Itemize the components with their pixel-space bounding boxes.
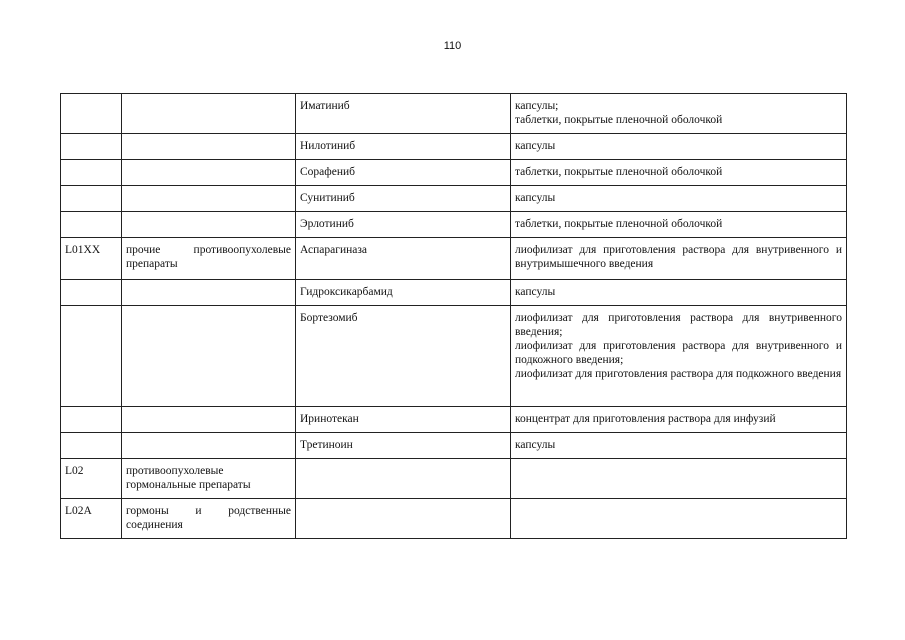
group-name-cell: гормоны и родственные соединения: [122, 499, 296, 539]
drug-name-cell: Эрлотиниб: [296, 212, 511, 238]
drug-name-cell: Иматиниб: [296, 94, 511, 134]
drug-name-cell: Гидроксикарбамид: [296, 280, 511, 306]
dosage-form-cell: [511, 407, 847, 433]
page-number: 110: [443, 40, 462, 52]
dosage-form-cell: [511, 238, 847, 280]
dosage-form-cell: [511, 160, 847, 186]
table-row: [61, 459, 847, 499]
dosage-form-text: капсулы: [515, 439, 556, 451]
table-row: [61, 306, 847, 407]
atc-code-cell: [61, 433, 122, 459]
dosage-form-text: концентрат для приготовления раствора для инфузий: [515, 413, 776, 425]
drug-name-cell: Аспарагиназа: [296, 238, 511, 280]
dosage-form-text: лиофилизат для приготовления раствора для внутривенного и подкожного введения;: [515, 340, 842, 366]
group-name-cell: [122, 134, 296, 160]
drug-name-cell: [296, 459, 511, 499]
drug-name-cell: Бортезомиб: [296, 306, 511, 407]
atc-code-cell: [61, 306, 122, 407]
atc-code-cell: L02A: [61, 499, 122, 539]
dosage-form-cell: [511, 459, 847, 499]
drug-name-cell: Иринотекан: [296, 407, 511, 433]
atc-code-cell: [61, 160, 122, 186]
group-name-cell: [122, 306, 296, 407]
group-name-cell: [122, 433, 296, 459]
drug-name-cell: [296, 499, 511, 539]
dosage-form-cell: [511, 186, 847, 212]
group-name-cell: [122, 160, 296, 186]
drug-name-cell: Сорафениб: [296, 160, 511, 186]
group-name-cell: [122, 94, 296, 134]
table-row: [61, 499, 847, 539]
atc-code-cell: [61, 94, 122, 134]
group-name-cell: [122, 212, 296, 238]
drug-name-cell: Нилотиниб: [296, 134, 511, 160]
table-row: [61, 407, 847, 433]
group-name-cell: прочие противоопухолевые препараты: [122, 238, 296, 280]
group-name-cell: [122, 186, 296, 212]
atc-code-cell: [61, 212, 122, 238]
dosage-form-cell: [511, 212, 847, 238]
dosage-form-text: капсулы: [515, 140, 556, 152]
dosage-form-text: капсулы: [515, 286, 556, 298]
dosage-form-text: таблетки, покрытые пленочной оболочкой: [515, 114, 723, 126]
dosage-form-text: капсулы: [515, 192, 556, 204]
dosage-form-cell: [511, 433, 847, 459]
atc-code-cell: [61, 280, 122, 306]
table-row: [61, 238, 847, 280]
dosage-form-text: таблетки, покрытые пленочной оболочкой: [515, 166, 723, 178]
atc-code-cell: L01XX: [61, 238, 122, 280]
drug-name-cell: Третиноин: [296, 433, 511, 459]
dosage-form-text: капсулы;: [515, 100, 559, 112]
atc-code-cell: [61, 407, 122, 433]
table-row: [61, 433, 847, 459]
table-row: [61, 186, 847, 212]
atc-code-cell: [61, 134, 122, 160]
atc-code-cell: [61, 186, 122, 212]
dosage-form-cell: [511, 134, 847, 160]
table-row: [61, 94, 847, 134]
drug-table-body: [61, 94, 847, 539]
drug-table: [60, 93, 847, 539]
dosage-form-text: лиофилизат для приготовления раствора для внутривенного и внутримышечного введения: [515, 244, 842, 270]
group-name-cell: [122, 407, 296, 433]
atc-code-cell: L02: [61, 459, 122, 499]
dosage-form-text: лиофилизат для приготовления раствора для подкожного введения: [515, 368, 842, 380]
dosage-form-cell: [511, 280, 847, 306]
table-row: [61, 160, 847, 186]
group-name-cell: противоопухолевые гормональные препараты: [122, 459, 296, 499]
drug-name-cell: Сунитиниб: [296, 186, 511, 212]
dosage-form-cell: [511, 499, 847, 539]
table-row: [61, 212, 847, 238]
table-row: [61, 134, 847, 160]
dosage-form-text: таблетки, покрытые пленочной оболочкой: [515, 218, 723, 230]
dosage-form-cell: [511, 94, 847, 134]
dosage-form-text: лиофилизат для приготовления раствора для внутривенного введения;: [515, 312, 842, 338]
group-name-cell: [122, 280, 296, 306]
dosage-form-cell: [511, 306, 847, 407]
table-row: [61, 280, 847, 306]
